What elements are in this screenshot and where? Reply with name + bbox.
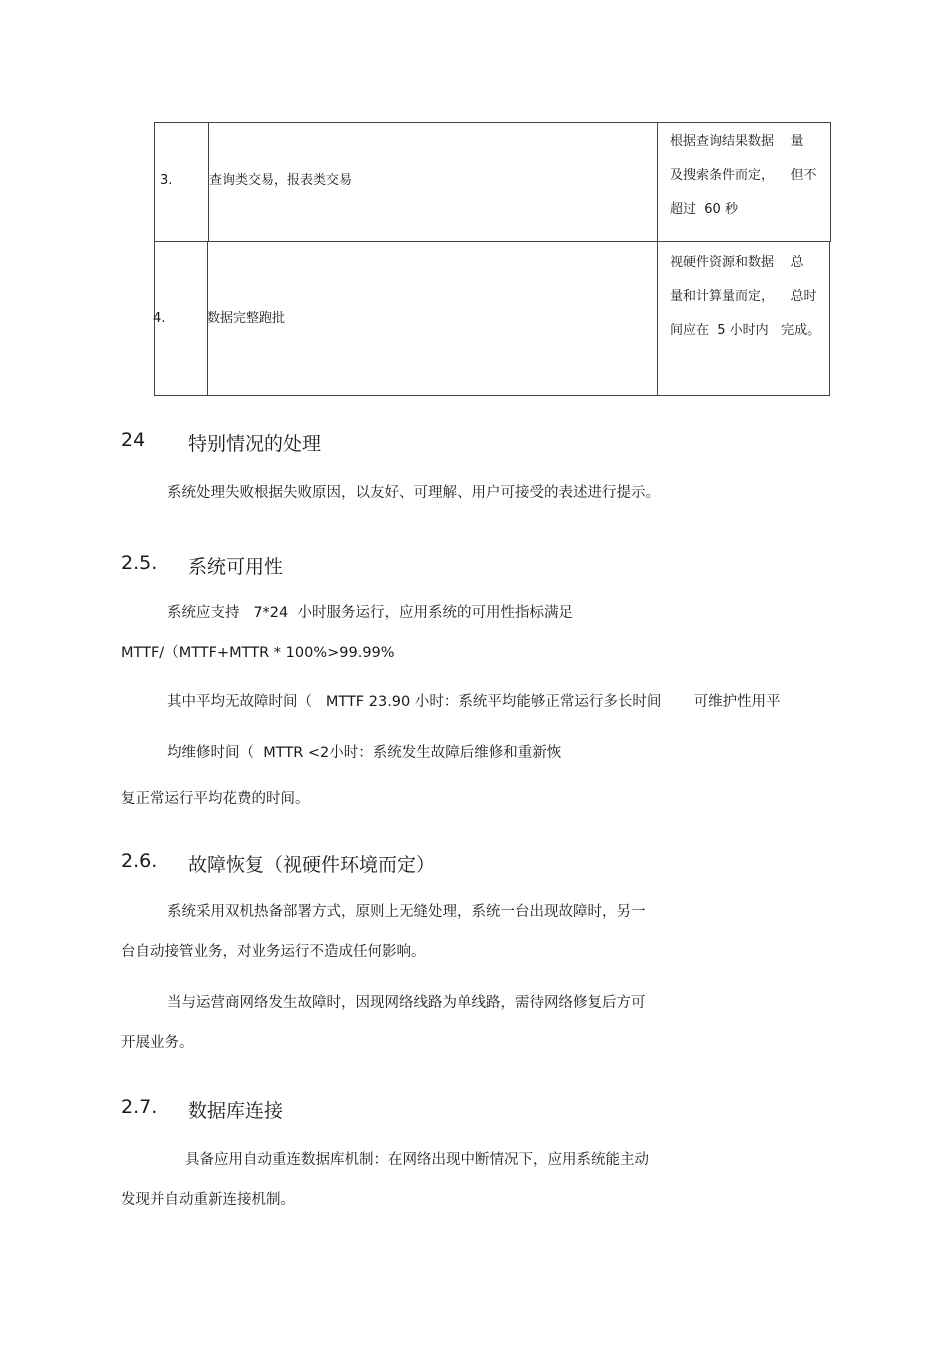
paragraph: 发现并自动重新连接机制。 — [121, 1192, 295, 1208]
section-number: 2.7. — [121, 1096, 158, 1118]
section-number: 2.6. — [121, 850, 158, 872]
table-row-note-line: 超过 60 秒 — [670, 202, 738, 217]
table-row-description: 数据完整跑批 — [207, 311, 286, 326]
table-border-top — [154, 122, 831, 123]
paragraph: 系统应支持 7*24 小时服务运行，应用系统的可用性指标满足 — [167, 605, 573, 621]
table-border-right — [829, 241, 830, 396]
table-border-bottom — [154, 395, 830, 396]
table-row-note-line: 间应在 5 小时内 完成。 — [670, 323, 821, 338]
paragraph: 当与运营商网络发生故障时，因现网络线路为单线路，需待网络修复后方可 — [167, 995, 646, 1011]
table-border-right — [830, 122, 831, 242]
section-number: 2.5. — [121, 552, 158, 574]
table-row-note-line: 视硬件资源和数据 总 — [670, 255, 804, 270]
paragraph: 台自动接管业务，对业务运行不造成任何影响。 — [121, 944, 426, 960]
paragraph: 系统处理失败根据失败原因，以友好、可理解、用户可接受的表述进行提示。 — [167, 485, 660, 501]
table-row-number: 3. — [160, 173, 173, 188]
section-title: 系统可用性 — [188, 556, 284, 578]
paragraph: 均维修时间（ MTTR <2小时：系统发生故障后维修和重新恢 — [167, 745, 562, 761]
table-row-note-line: 量和计算量而定， 总时 — [670, 289, 817, 304]
table-border-middle — [154, 241, 831, 242]
table-row-note-line: 根据查询结果数据 量 — [670, 134, 804, 149]
paragraph: 具备应用自动重连数据库机制：在网络出现中断情况下，应用系统能主动 — [185, 1152, 649, 1168]
paragraph: 系统采用双机热备部署方式，原则上无缝处理，系统一台出现故障时，另一 — [167, 904, 646, 920]
section-title: 特别情况的处理 — [188, 433, 322, 455]
table-row-number: 4. — [153, 311, 166, 326]
table-col-divider — [657, 241, 658, 396]
formula: MTTF/（MTTF+MTTR * 100%>99.99% — [121, 645, 395, 661]
table-border-left — [154, 122, 155, 396]
paragraph: 复正常运行平均花费的时间。 — [121, 791, 310, 807]
table-col-divider — [657, 122, 658, 242]
paragraph: 其中平均无故障时间（ MTTF 23.90 小时：系统平均能够正常运行多长时间 可维护性用平 — [167, 694, 781, 710]
section-number: 24 — [121, 429, 146, 451]
table-row-note-line: 及搜索条件而定， 但不 — [670, 168, 817, 183]
section-title: 数据库连接 — [188, 1100, 284, 1122]
table-row-description: 查询类交易，报表类交易 — [209, 173, 353, 188]
paragraph: 开展业务。 — [121, 1035, 194, 1051]
section-title: 故障恢复（视硬件环境而定） — [188, 854, 436, 876]
